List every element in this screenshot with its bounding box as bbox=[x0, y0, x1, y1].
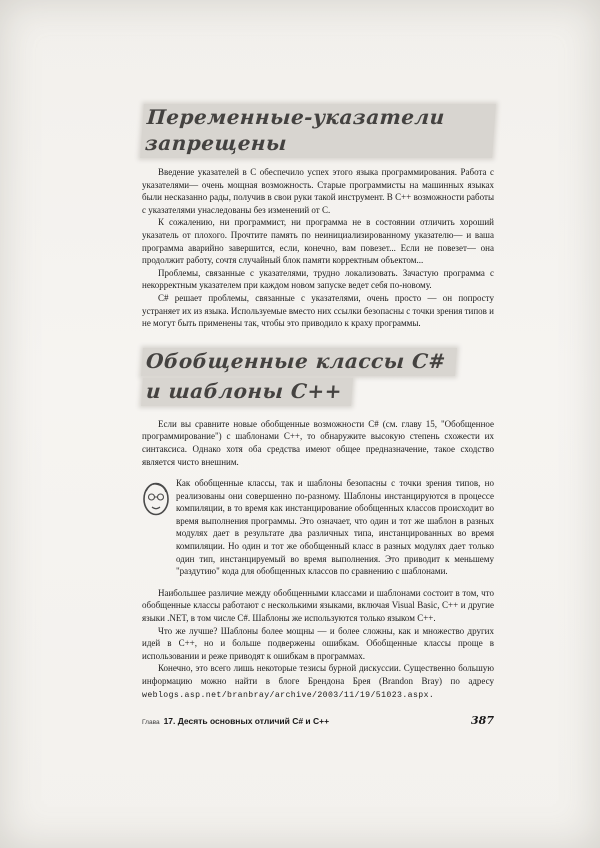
section-heading-pointers: Переменные-указатели запрещены bbox=[140, 104, 496, 158]
technical-stuff-icon bbox=[142, 477, 176, 578]
paragraph: К сожалению, ни программист, ни программа не в состоянии отличить хороший указатель от плохого. Прочтите память по неинициализированному указателю— и ваша программа аварийно завершится, если, конечно, вам повезет... Если не повезет— она продолжит работу, сочтя случайный блок памяти корректным объектом... bbox=[142, 217, 494, 266]
chapter-title: 17. Десять основных отличий C# и C++ bbox=[163, 716, 330, 726]
section-heading-generics-line2: и шаблоны C++ bbox=[141, 378, 353, 406]
paragraph-text: Конечно, это всего лишь некоторые тезисы бурной дискуссии. Существенно большую информацию можно найти в блоге Брендона Брея (Brandon Bray) по адресу bbox=[142, 663, 494, 686]
paragraph: Наибольшее различие между обобщенными классами и шаблонами состоит в том, что обобщенные классы работают с несколькими языками, включая Visual Basic, С++ и другие языки .NET, в том числе С#. Шаблоны же используются только языком С++. bbox=[142, 587, 494, 624]
paragraph: Если вы сравните новые обобщенные возможности С# (см. главу 15, "Обобщенное программирование") с шаблонами С++, то обнаружите высокую степень схожести их синтаксиса. Однако хотя оба средства имеют общее предназначение, такое сходство является чисто внешним. bbox=[142, 418, 494, 467]
paragraph: Что же лучше? Шаблоны более мощны — и более сложны, как и множество других идей в С++, но и больше подвержены ошибкам. Обобщенные классы проще в использовании и реже приводят к ошибкам в программах. bbox=[142, 625, 494, 661]
technical-note-text: Как обобщенные классы, так и шаблоны безопасны с точки зрения типов, но реализованы они совершенно по-разному. Шаблоны инстанцируются в процессе компиляции, в то время как инстанцирование обобщенных классов происходит во время выполнения программы. Это означает, что один и тот же шаблон в разных модулях дает в результате два различных типа, инстанцированных во время компиляции. Но один и тот же обобщенный класс в разных модулях дает только один тип, инстанцируемый во время выполнения. Это приводит к меньшему "раздутию" кода для обобщенных классов по сравнению с шаблонами. bbox=[176, 478, 494, 577]
page-number: 387 bbox=[471, 714, 494, 727]
page-footer bbox=[142, 714, 494, 727]
paragraph: С# решает проблемы, связанные с указателями, очень просто — он попросту устраняет их из языка. Используемые вместо них ссылки безопасны с точки зрения типов и не могут быть применены так, чтобы это приводило к краху программы. bbox=[142, 292, 494, 329]
technical-note bbox=[142, 477, 494, 578]
blog-url-text: weblogs.asp.net/branbray/archive/2003/11/19/51023.aspx. bbox=[142, 690, 435, 700]
paragraph bbox=[142, 662, 494, 702]
chapter-label: Глава bbox=[142, 719, 160, 726]
section-heading-generics-line1: Обобщенные классы C# bbox=[141, 348, 457, 376]
section-heading-block-pointers bbox=[142, 104, 494, 158]
section-heading-block-generics bbox=[142, 348, 494, 408]
paragraph: Проблемы, связанные с указателями, трудно локализовать. Зачастую программа с некорректным указателем при каждом новом запуске ведет себя по-новому. bbox=[142, 267, 494, 291]
paragraph: Введение указателей в С обеспечило успех этого языка программирования. Работа с указателями— очень мощная возможность. Старые программисты на машинных языках были несказанно рады, получив в свои руки такой инструмент. В С++ возможности работы с указателями унаследованы без изменений от С. bbox=[142, 167, 494, 215]
page-content bbox=[142, 104, 494, 702]
